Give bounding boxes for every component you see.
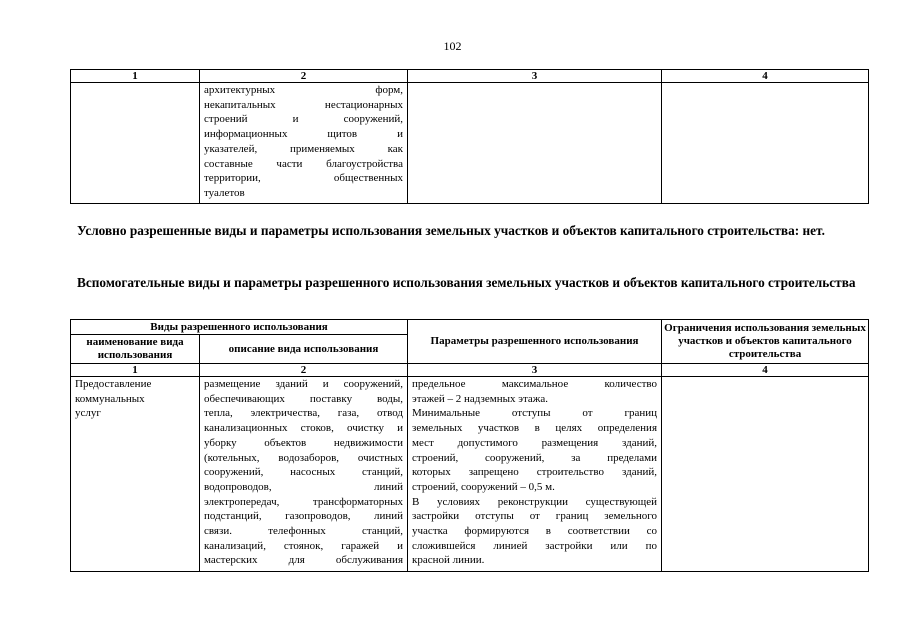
text-line: предельное максимальное количество — [412, 378, 658, 390]
text-line: этажей – 2 надземных этажа. — [412, 392, 549, 405]
text-line: водопроводов, линий — [204, 480, 404, 493]
text-line: подстанций, газопроводов, линий — [204, 510, 404, 523]
text-line: коммунальных — [75, 392, 145, 405]
heading-conditional-uses: Условно разрешенные виды и параметры использования земельных участков и объектов капитального строительства: нет. — [77, 223, 825, 238]
text-line: мест допустимого размещения зданий, — [412, 436, 658, 449]
text-line: строений, сооружений, за пределами — [412, 451, 658, 464]
auxiliary-uses-table — [70, 319, 869, 572]
column-number: 4 — [662, 364, 869, 377]
column-number: 1 — [71, 70, 200, 83]
header-restrictions: Ограничения использования земельных участков и объектов капитального строительства — [662, 320, 869, 364]
column-number: 1 — [71, 364, 200, 377]
text-line: обеспечивающих поставку воды, — [204, 392, 404, 405]
text-line: услуг — [75, 407, 101, 420]
text-line: уборку объектов недвижимости — [204, 436, 404, 449]
text-line: мастерских для обслуживания — [204, 554, 404, 567]
header-group-title: Виды разрешенного использования — [71, 320, 408, 335]
text-line: (котельных, водозаборов, очистных — [204, 451, 404, 464]
text-line: земельных участков в целях определения — [412, 422, 658, 435]
cell-description — [200, 377, 408, 572]
cell-parameters — [408, 83, 662, 204]
column-number: 3 — [408, 364, 662, 377]
cell-name — [71, 83, 200, 204]
header-description: описание вида использования — [200, 335, 408, 364]
text-line: красной линии. — [412, 554, 485, 567]
table-row — [71, 83, 869, 204]
text-line: строений и сооружений, — [204, 113, 403, 126]
text-line: туалетов — [204, 186, 245, 199]
text-line: размещение зданий и сооружений, — [204, 378, 404, 390]
text-line: архитектурных форм, — [204, 84, 403, 96]
text-line: участка формируются в соответствии со — [412, 525, 658, 538]
text-line: В условиях реконструкции существующей — [412, 495, 658, 508]
cell-description — [200, 83, 408, 204]
continuation-table — [70, 69, 869, 204]
heading-auxiliary-uses: Вспомогательные виды и параметры разрешенного использования земельных участков и объектов капитального строительства — [77, 275, 856, 290]
text-line: некапитальных нестационарных — [204, 98, 403, 111]
header-name: наименование вида использования — [71, 335, 200, 364]
page-number: 102 — [443, 39, 462, 53]
text-line: информационных щитов и — [204, 128, 403, 141]
text-line: канализационных стоков, очистку и — [204, 422, 404, 435]
column-number: 4 — [662, 70, 869, 83]
text-line: которых запрещено строительство зданий, — [412, 466, 658, 479]
column-number-row — [71, 70, 869, 83]
text-line: электропередач, трансформаторных — [204, 495, 404, 508]
header-row — [71, 320, 869, 335]
cell-parameters — [408, 377, 662, 572]
text-line: связи. телефонных станций, — [204, 525, 404, 538]
text-line: составные части благоустройства — [204, 157, 403, 170]
text-line: Минимальные отступы от границ — [412, 407, 658, 420]
text-line: канализаций, стоянок, гаражей и — [204, 539, 404, 552]
table-row — [71, 377, 869, 572]
text-line: тепла, электричества, газа, отвод — [204, 407, 404, 420]
text-line: сложившейся линией застройки или по — [412, 539, 658, 552]
column-number-row — [71, 364, 869, 377]
column-number: 2 — [200, 70, 408, 83]
header-parameters: Параметры разрешенного использования — [408, 320, 662, 364]
text-line: строений, сооружений – 0,5 м. — [412, 480, 555, 493]
cell-name — [71, 377, 200, 572]
column-number: 2 — [200, 364, 408, 377]
column-number: 3 — [408, 70, 662, 83]
text-line: застройки отступы от границ земельного — [412, 510, 658, 523]
text-line: сооружений, насосных станций, — [204, 466, 404, 479]
cell-restrictions — [662, 377, 869, 572]
text-line: Предоставление — [75, 378, 152, 390]
cell-restrictions — [662, 83, 869, 204]
text-line: территории, общественных — [204, 172, 403, 185]
text-line: указателей, применяемых как — [204, 142, 403, 155]
